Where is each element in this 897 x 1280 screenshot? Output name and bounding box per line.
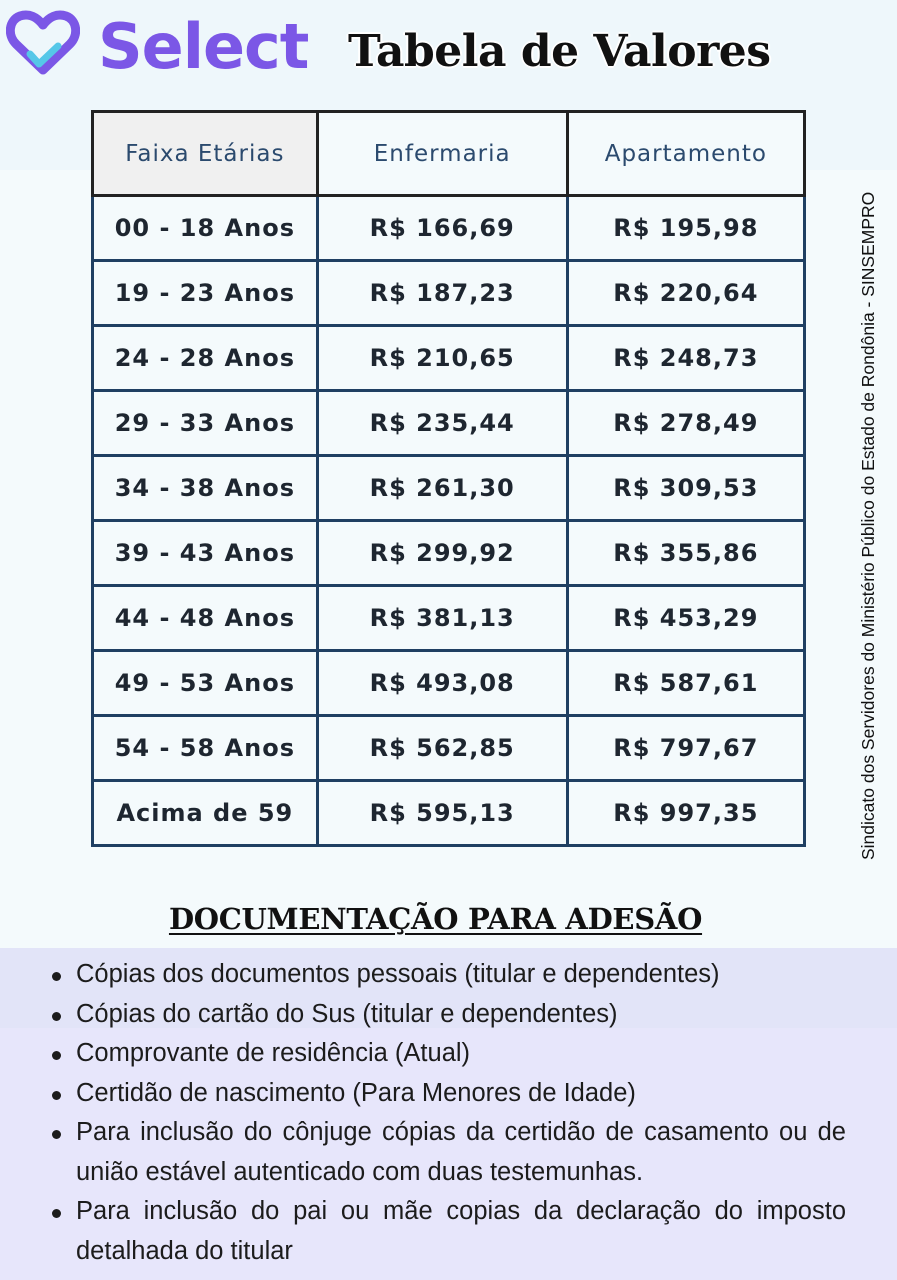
apartment-price-cell: R$ 997,35 (567, 781, 804, 846)
apartment-price-cell: R$ 220,64 (567, 261, 804, 326)
brand-name: Select (98, 10, 309, 83)
age-range-cell: 00 - 18 Anos (93, 196, 318, 261)
bullet-icon (52, 1012, 61, 1021)
union-caption: Sindicato dos Servidores do Ministério Público do Estado de Rondônia - SINSEMPRO (858, 191, 878, 860)
list-item (52, 995, 846, 1035)
bullet-icon (52, 1130, 61, 1139)
table-row (93, 391, 805, 456)
ward-price-cell: R$ 595,13 (317, 781, 567, 846)
age-range-cell: 29 - 33 Anos (93, 391, 318, 456)
list-item (52, 1113, 846, 1192)
list-item-text: Certidão de nascimento (Para Menores de Idade) (76, 1078, 636, 1107)
header-age-range: Faixa Etárias (93, 112, 318, 196)
ward-price-cell: R$ 261,30 (317, 456, 567, 521)
header-apartment: Apartamento (567, 112, 804, 196)
table-row (93, 586, 805, 651)
bullet-icon (52, 1209, 61, 1218)
table-row (93, 456, 805, 521)
apartment-price-cell: R$ 195,98 (567, 196, 804, 261)
ward-price-cell: R$ 381,13 (317, 586, 567, 651)
table-header-row (93, 112, 805, 196)
apartment-price-cell: R$ 355,86 (567, 521, 804, 586)
age-range-cell: 49 - 53 Anos (93, 651, 318, 716)
list-item-text: Cópias dos documentos pessoais (titular e dependentes) (76, 960, 720, 988)
ward-price-cell: R$ 562,85 (317, 716, 567, 781)
table-row (93, 651, 805, 716)
age-range-cell: 19 - 23 Anos (93, 261, 318, 326)
ward-price-cell: R$ 187,23 (317, 261, 567, 326)
price-table (91, 110, 806, 847)
table-row (93, 196, 805, 261)
ward-price-cell: R$ 493,08 (317, 651, 567, 716)
apartment-price-cell: R$ 278,49 (567, 391, 804, 456)
bullet-icon (52, 1091, 61, 1100)
table-row (93, 716, 805, 781)
list-item-text: Comprovante de residência (Atual) (76, 1039, 471, 1067)
table-row (93, 781, 805, 846)
list-item (52, 1034, 846, 1074)
list-item-text: Para inclusão do cônjuge cópias da certidão de casamento ou de união estável autenticado com duas testemunhas. (76, 1118, 846, 1186)
apartment-price-cell: R$ 453,29 (567, 586, 804, 651)
age-range-cell: 24 - 28 Anos (93, 326, 318, 391)
brand-logo (6, 8, 309, 83)
ward-price-cell: R$ 210,65 (317, 326, 567, 391)
table-row (93, 326, 805, 391)
table-row (93, 521, 805, 586)
table-row (93, 261, 805, 326)
bullet-icon (52, 972, 61, 981)
documents-heading: DOCUMENTAÇÃO PARA ADESÃO (168, 902, 703, 936)
apartment-price-cell: R$ 587,61 (567, 651, 804, 716)
age-range-cell: 39 - 43 Anos (93, 521, 318, 586)
list-item (52, 955, 846, 995)
bullet-icon (52, 1051, 61, 1060)
list-item-text: Cópias do cartão do Sus (titular e dependentes) (76, 999, 618, 1028)
list-item-text: Para inclusão do pai ou mãe copias da declaração do imposto detalhada do titular (76, 1197, 846, 1265)
page-title: Tabela de Valores (348, 26, 771, 77)
age-range-cell: 34 - 38 Anos (93, 456, 318, 521)
apartment-price-cell: R$ 309,53 (567, 456, 804, 521)
list-item (52, 1192, 846, 1271)
age-range-cell: Acima de 59 (93, 781, 318, 846)
ward-price-cell: R$ 299,92 (317, 521, 567, 586)
heart-check-icon (6, 8, 80, 78)
age-range-cell: 54 - 58 Anos (93, 716, 318, 781)
apartment-price-cell: R$ 797,67 (567, 716, 804, 781)
header-ward: Enfermaria (317, 112, 567, 196)
list-item (52, 1074, 846, 1114)
age-range-cell: 44 - 48 Anos (93, 586, 318, 651)
apartment-price-cell: R$ 248,73 (567, 326, 804, 391)
ward-price-cell: R$ 166,69 (317, 196, 567, 261)
ward-price-cell: R$ 235,44 (317, 391, 567, 456)
documents-list (52, 955, 846, 1271)
